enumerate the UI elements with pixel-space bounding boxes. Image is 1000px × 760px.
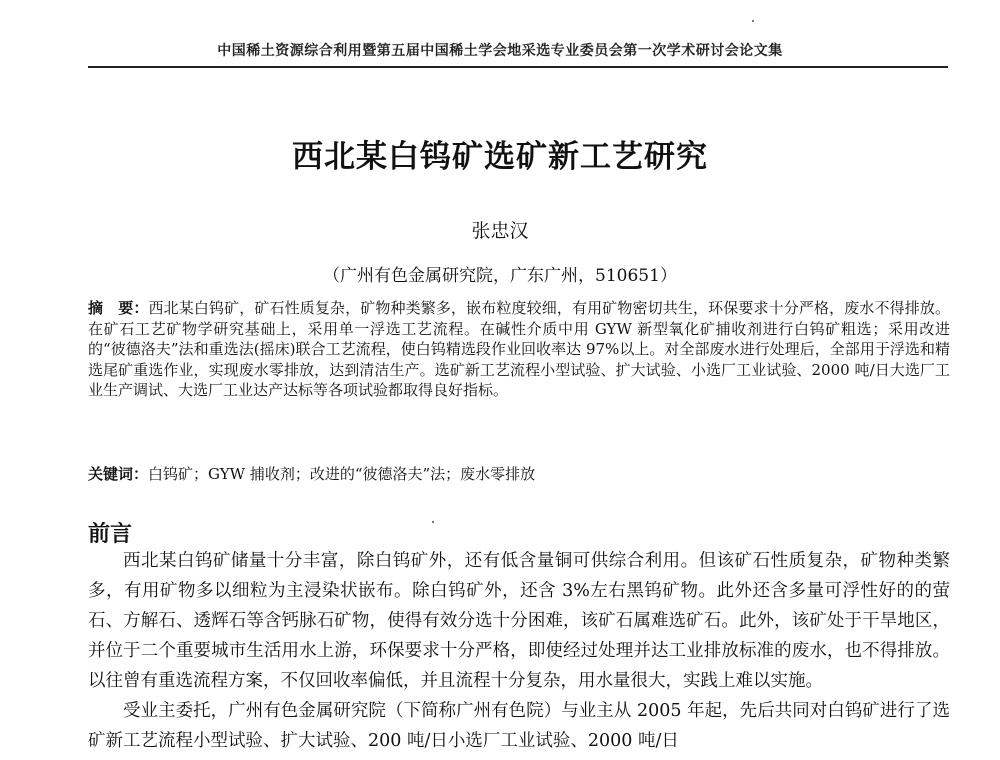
abstract [88, 298, 950, 401]
body-text [88, 546, 950, 756]
keywords [88, 464, 950, 484]
header-rule [88, 66, 948, 68]
body-paragraph: 西北某白钨矿储量十分丰富，除白钨矿外，还有低含量铜可供综合利用。但该矿石性质复杂，矿物种类繁多，有用矿物多以细粒为主浸染状嵌布。除白钨矿外，还含 3%左右黑钨矿物。此外还含多量可浮性好的的萤石、方解石、透辉石等含钙脉石矿物，使得有效分选十分困难，该矿石属难选矿石。此外，该矿处于干旱地区，并位于二个重要城市生活用水上游，环保要求十分严格，即使经过处理并达工业排放标准的废水，也不得排放。以往曾有重选流程方案，不仅回收率偏低，并且流程十分复杂，用水量很大，实践上难以实施。 [88, 551, 950, 691]
scan-speck [432, 521, 434, 523]
body-paragraph: 受业主委托，广州有色金属研究院（下简称广州有色院）与业主从 2005 年起，先后共同对白钨矿进行了选矿新工艺流程小型试验、扩大试验、200 吨/日小选厂工业试验、2000 吨/日 [88, 701, 950, 751]
author-affiliation: （广州有色金属研究院，广东广州，510651） [323, 266, 677, 286]
author-name: 张忠汉 [471, 220, 529, 242]
running-header: 中国稀土资源综合利用暨第五届中国稀土学会地采选专业委员会第一次学术研讨会论文集 [217, 43, 783, 59]
section-heading-introduction: 前言 [88, 522, 133, 547]
scan-speck [752, 20, 754, 22]
keywords-label: 关键词： [88, 465, 149, 483]
abstract-text: 西北某白钨矿，矿石性质复杂，矿物种类繁多，嵌布粒度较细，有用矿物密切共生，环保要求十分严格，废水不得排放。在矿石工艺矿物学研究基础上，采用单一浮选工艺流程。在碱性介质中用 GYW 新型氧化矿捕收剂进行白钨矿粗选；采用改进的“彼德洛夫”法和重选法(摇床)联合工艺流程，使白钨精选段作业回收率达 97%以上。对全部废水进行处理后，全部用于浮选和精选尾矿重选作业，实现废水零排放，达到清洁生产。选矿新工艺流程小型试验、扩大试验、小选厂工业试验、2000 吨/日大选厂工业生产调试、大选厂工业达产达标等各项试验都取得良好指标。 [88, 299, 950, 399]
paper-title: 西北某白钨矿选矿新工艺研究 [292, 139, 708, 175]
keywords-text: 白钨矿；GYW 捕收剂；改进的“彼德洛夫”法；废水零排放 [148, 465, 536, 483]
abstract-label: 摘 要： [88, 299, 149, 317]
